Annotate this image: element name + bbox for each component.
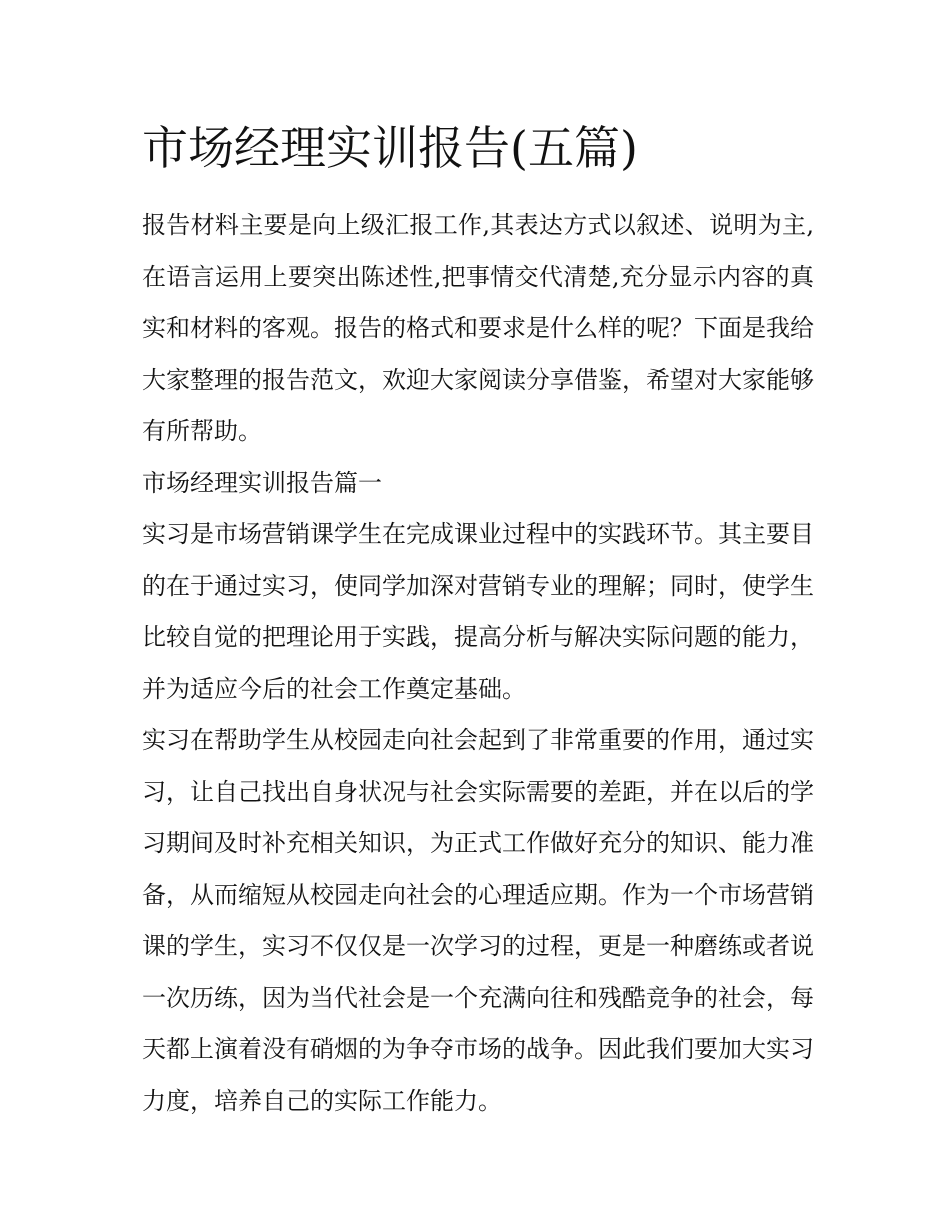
document-page (142, 112, 814, 1127)
intro-paragraph: 报告材料主要是向上级汇报工作,其表达方式以叙述、说明为主,在语言运用上要突出陈述性,把事情交代清楚,充分显示内容的真实和材料的客观。报告的格式和要求是什么样的呢？下面是我给大家整理的报告范文，欢迎大家阅读分享借鉴，希望对大家能够有所帮助。 (142, 211, 814, 445)
body-paragraph-2: 实习在帮助学生从校园走向社会起到了非常重要的作用，通过实习，让自己找出自身状况与社会实际需要的差距，并在以后的学习期间及时补充相关知识，为正式工作做好充分的知识、能力准备，从而缩短从校园走向社会的心理适应期。作为一个市场营销课的学生，实习不仅仅是一次学习的过程，更是一种磨练或者说一次历练，因为当代社会是一个充满向往和残酷竞争的社会，每天都上演着没有硝烟的为争夺市场的战争。因此我们要加大实习力度，培养自己的实际工作能力。 (142, 726, 814, 1115)
body-paragraph-1: 实习是市场营销课学生在完成课业过程中的实践环节。其主要目的在于通过实习，使同学加深对营销专业的理解；同时，使学生比较自觉的把理论用于实践，提高分析与解决实际问题的能力，并为适应今后的社会工作奠定基础。 (142, 520, 814, 703)
document-title: 市场经理实训报告(五篇) (142, 121, 638, 175)
section-heading: 市场经理实训报告篇一 (142, 468, 382, 497)
